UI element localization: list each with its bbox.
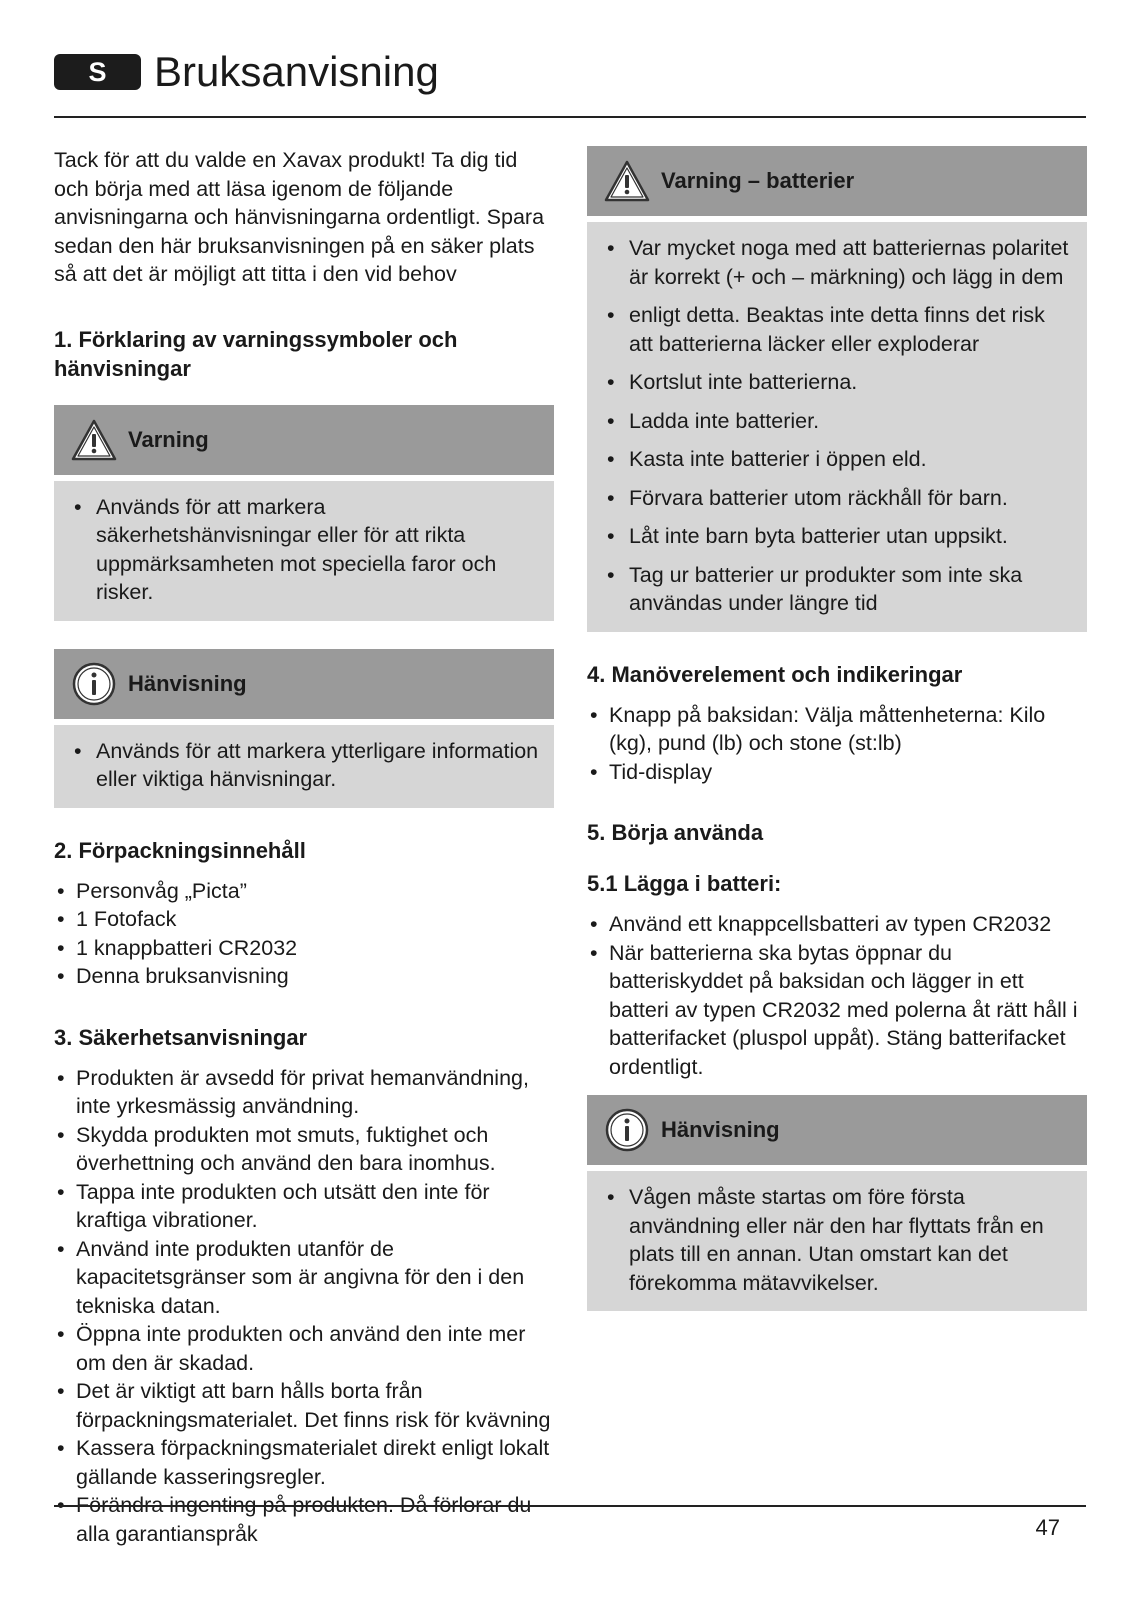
list-item: • Kortslut inte batterierna. [601, 368, 1073, 397]
battery-warning-box [587, 146, 1087, 632]
info-icon [603, 1106, 651, 1154]
list-item: • Förändra ingenting på produkten. Då förlorar du alla garantianspråk [54, 1491, 554, 1548]
info-icon [70, 660, 118, 708]
list-item: • Vågen måste startas om före första användning eller när den har flyttats från en plats till en annan. Utan omstart kan det förekomma mätavvikelser. [601, 1183, 1073, 1297]
list-item: • Knapp på baksidan: Välja måttenheterna: Kilo (kg), pund (lb) och stone (st:lb) [587, 701, 1087, 758]
note-box-header [54, 649, 554, 719]
list-item: • Tappa inte produkten och utsätt den inte för kraftiga vibrationer. [54, 1178, 554, 1235]
list-item: • Kasta inte batterier i öppen eld. [601, 445, 1073, 474]
list-item: • 1 knappbatteri CR2032 [54, 934, 554, 963]
section-2-heading: 2. Förpackningsinnehåll [54, 837, 306, 863]
list-item: • Ladda inte batterier. [601, 407, 1073, 436]
list-item: • Det är viktigt att barn hålls borta från förpackningsmaterialet. Det finns risk för kvävning [54, 1377, 554, 1434]
list-item: • Tid-display [587, 758, 1087, 787]
warning-box-body [54, 481, 554, 621]
list-item: • När batterierna ska bytas öppnar du batteriskyddet på baksidan och lägger in ett batteri av typen CR2032 med polerna åt rätt håll i batterifacket (pluspol uppåt). Stäng batterifacket ordentligt. [587, 939, 1087, 1082]
battery-warning-title: Varning – batterier [661, 168, 855, 193]
list-item: • Var mycket noga med att batteriernas polaritet är korrekt (+ och – märkning) och lägg in dem [601, 234, 1073, 291]
page-header [54, 44, 1086, 118]
page-number: 47 [1035, 1515, 1060, 1540]
list-item: • Förvara batterier utom räckhåll för barn. [601, 484, 1073, 513]
note-box-body [54, 725, 554, 808]
warning-box-header [54, 405, 554, 475]
right-column [587, 146, 1087, 1339]
list-item: • Används för att markera säkerhetshänvisningar eller för att rikta uppmärksamheten mot speciella faror och risker. [68, 493, 540, 607]
note-box-title: Hänvisning [661, 1117, 780, 1142]
intro-paragraph: Tack för att du valde en Xavax produkt! Ta dig tid och börja med att läsa igenom de följande anvisningarna och hänvisningarna ordentligt. Spara sedan den här bruksanvisningen på en säker plats så att det är möjligt att titta i den vid behov [54, 148, 545, 286]
note-box-header [587, 1095, 1087, 1165]
section-5-1-heading: 5.1 Lägga i batteri: [587, 871, 782, 896]
list-item: • Låt inte barn byta batterier utan uppsikt. [601, 522, 1073, 551]
note-box [587, 1095, 1087, 1311]
list-item: • Skydda produkten mot smuts, fuktighet och överhettning och använd den bara inomhus. [54, 1121, 554, 1178]
footer-divider [54, 1505, 1086, 1507]
battery-warning-body [587, 222, 1087, 632]
list-item: • Denna bruksanvisning [54, 962, 554, 991]
controls-list [587, 701, 1087, 787]
list-item: • 1 Fotofack [54, 905, 554, 934]
warning-box-title: Varning [128, 426, 209, 452]
safety-list [54, 1064, 554, 1549]
language-badge: S [54, 54, 141, 90]
note-box-body [587, 1171, 1087, 1311]
note-box-title: Hänvisning [128, 670, 247, 696]
note-box [54, 649, 554, 808]
section-3-heading: 3. Säkerhetsanvisningar [54, 1024, 308, 1050]
list-item: • Öppna inte produkten och använd den inte mer om den är skadad. [54, 1320, 554, 1377]
warning-triangle-icon [603, 157, 651, 205]
list-item: • Använd inte produkten utanför de kapacitetsgränser som är angivna för den i den tekniska datan. [54, 1235, 554, 1321]
battery-insert-list [587, 910, 1087, 1081]
list-item: • Produkten är avsedd för privat hemanvändning, inte yrkesmässig användning. [54, 1064, 554, 1121]
list-item: • Används för att markera ytterligare information eller viktiga hänvisningar. [68, 737, 540, 794]
left-column [54, 146, 554, 1580]
section-5-heading: 5. Börja använda [587, 820, 764, 845]
list-item: • Kassera förpackningsmaterialet direkt enligt lokalt gällande kasseringsregler. [54, 1434, 554, 1491]
page-title: Bruksanvisning [154, 48, 439, 95]
battery-warning-header [587, 146, 1087, 216]
list-item: • Personvåg „Picta” [54, 877, 554, 906]
section-4-heading: 4. Manöverelement och indikeringar [587, 661, 963, 687]
warning-box [54, 405, 554, 621]
list-item: • Tag ur batterier ur produkter som inte ska användas under längre tid [601, 561, 1073, 618]
list-item: • Använd ett knappcellsbatteri av typen CR2032 [587, 910, 1087, 939]
package-contents-list [54, 877, 554, 991]
warning-triangle-icon [70, 416, 118, 464]
section-1-heading: 1. Förklaring av varningssymboler och hänvisningar [54, 326, 458, 381]
list-item: • enligt detta. Beaktas inte detta finns det risk att batterierna läcker eller exploderar [601, 301, 1073, 358]
